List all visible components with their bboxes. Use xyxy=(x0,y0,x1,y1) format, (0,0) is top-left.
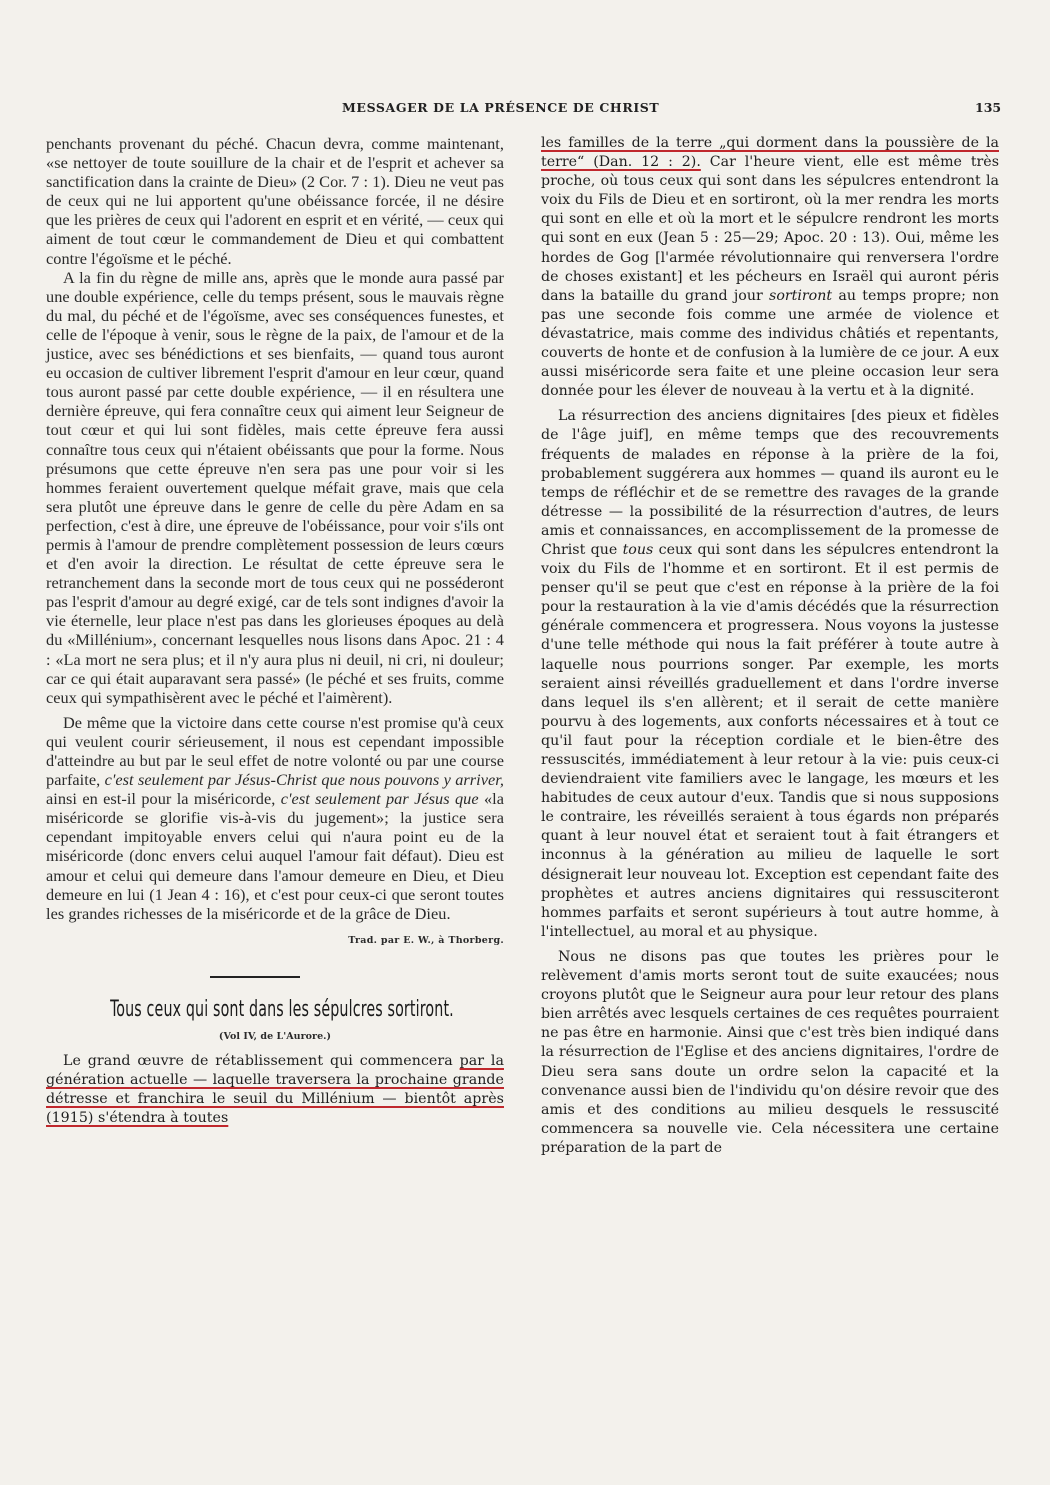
italic-text: c'est seulement par Jésus-Christ que nous pouvons y arriver, xyxy=(104,770,504,790)
article-intro xyxy=(46,1052,504,1128)
paragraph xyxy=(541,134,999,401)
translator-signature: Trad. par E. W., à Thorberg. xyxy=(348,934,504,946)
article-source: (Vol IV, de L'Aurore.) xyxy=(218,1031,332,1043)
text-run: La résurrection des anciens dignitaires [des pieux et fidèles de l'âge juif], en même temps que des recouvrements fréquents de malades en réponse à la prière de la foi, probablement suggérera aux hommes — quand ils auront eu le temps de réfléchir et de se remettre des ravages de la grande détresse — la possibilité de la résurrection d'autres, de leurs amis et connaissances, en accomplissement de la promesse de Christ que xyxy=(541,408,999,558)
paragraph: A la fin du règne de mille ans, après que le monde aura passé par une double expérience, celle du temps présent, sous le mauvais règne du mal, du péché et de l'égoïsme, avec ses conséquences funestes, et celle de l'époque à venir, sous le règne de la paix, de l'amour et de la justice, avec ses bénédictions et ses bienfaits, — quand tous auront eu occasion de cultiver librement l'esprit d'amour en leur cœur, quand tous auront passé par cette double expérience, — il en résultera une dernière épreuve, qui fera connaître ceux qui aiment leur Seigneur de tout cœur et qui lui sont fidèles, mais cette épreuve fera aussi connaître tous ceux qui n'étaient obéissants que pour la forme. Nous présumons que cette épreuve n'en sera pas une pour voir si les hommes feraient ouvertement quelque méfait grave, mais que cela sera plutôt une épreuve dans le genre de celle du père Adam en sa perfection, c'est à dire, une épreuve de l'obéissance, pour voir s'ils ont permis à l'amour de prendre complètement possession de leurs cœurs et d'en avoir la direction. Le résultat de cette épreuve sera le retranchement dans la seconde mort de tous ceux qui ne posséderont pas l'esprit d'amour au degré exigé, car de tels sont indignes d'avoir la vie éternelle, leur place n'est pas dans les glorieuses époques au delà du «Millénium», concernant lesquelles nous lisons dans Apoc. 21 : 4 : «La mort ne sera plus; et il n'y aura plus ni deuil, ni cri, ni douleur; car ce qui était auparavant sera passé» (le péché et ses fruits, comme ceux qui sympathisèrent avec le péché et l'aimèrent). xyxy=(46,267,504,707)
left-column xyxy=(46,134,504,1129)
paragraph: Nous ne disons pas que toutes les prières pour le relèvement d'amis morts seront tout de suite exaucées; nous croyons plutôt que le Seigneur aura pour leur retour des plans bien arrêtés avec lesquels certaines de ces requêtes pourraient ne pas être en harmonie. Ainsi que c'est très bien indiqué dans la résurrection de l'Eglise et des anciens dignitaires, l'ordre de Dieu sera sans doute un ordre selon la capacité et la convenance aussi bien de l'individu qu'on désire revoir que des amis et des conditions au milieu desquels le ressuscité commencera sa nouvelle vie. Cela nécessitera une certaine préparation de la part de xyxy=(541,948,999,1156)
text-run: Le grand œuvre de rétablissement qui commencera xyxy=(63,1053,460,1070)
italic-text: tous xyxy=(622,541,654,558)
italic-text: sortiront xyxy=(769,287,833,304)
section-divider xyxy=(210,976,300,978)
article-title: Tous ceux qui sont dans les sépulcres sortiront. xyxy=(110,996,454,1022)
page-number: 135 xyxy=(975,100,1002,115)
text-run: ceux qui sont dans les sépulcres entendront la voix du Fils de l'homme et en sortiront. Et il est permis de penser qu'il se peut que c'est en réponse à la prière de la foi pour la restauration à la vie d'amis décédés que la résurrection générale commencera et progressera. Nous voyons la justesse d'une telle méthode qui nous la fait préférer à toute autre à laquelle nous pourrions songer. Par exemple, les morts seraient ainsi réveillés graduellement et dans l'ordre inverse dans lequel ils s'en allèrent; et il serait de cette manière pourvu à des logements, aux conforts nécessaires et à tout ce qu'il faut pour la réception cordiale et le bien-être des ressuscités, immédiatement à leur retour à la vie: puis ceux-ci deviendraient vite familiers avec le langage, les mœurs et les habitudes de ceux autour d'eux. Tandis que si nous supposions le contraire, les réveillés seraient à tous égards non préparés quant à leur nouvel état et seraient tout à fait étrangers et inconnus à la génération au milieu de laquelle le sort désignerait leur nouveau lot. Exception est cependant faite des prophètes et autres anciens dignitaires qui ressusciteront hommes parfaits et seront supérieurs à tout autre homme, à l'intellectuel, au moral et au physique. xyxy=(541,541,999,940)
running-header xyxy=(0,100,1050,120)
right-column xyxy=(541,134,999,1158)
paragraph xyxy=(46,713,504,923)
italic-text: c'est seulement par Jésus que xyxy=(280,789,479,809)
text-run: ainsi en est-il pour la miséricorde, xyxy=(46,789,281,809)
text-run: «la miséricorde se glorifie vis-à-vis du jugement»; la justice sera cependant impitoyable envers celui qui n'aura point eu de la miséricorde (donc envers celui auquel l'amour fait défaut). Dieu est amour et celui qui demeure dans l'amour demeure en Dieu, et Dieu demeure en lui (1 Jean 4 : 16), et c'est pour ceux-ci que seront toutes les grandes richesses de la miséricorde et de la grâce de Dieu. xyxy=(46,789,504,923)
text-run: au temps propre; non pas une seconde fois comme une armée de violence et dévastatrice, mais comme des individus châtiés et repentants, couverts de honte et de confusion à la lumière de ce jour. A eux aussi miséricorde sera faite et une pleine occasion leur sera donnée pour les élever de nouveau à la vertu et à la dignité. xyxy=(541,287,1000,400)
underlined-passage: les familles de la terre „qui dorment dans la poussière de la terre“ (Dan. 12 : 2). xyxy=(541,135,999,171)
running-title: MESSAGER DE LA PRÉSENCE DE CHRIST xyxy=(342,100,660,115)
text-run: De même que la victoire dans cette course n'est promise qu'à ceux qui veulent courir sérieusement, il nous est cependant impossible d'atteindre au but par le seul effet de notre volonté ou par une course parfaite, xyxy=(46,712,504,790)
paragraph xyxy=(541,407,999,942)
underlined-passage: par la génération actuelle — laquelle traversera la prochaine grande détresse et franchira le seuil du Millénium — bientôt après (1915) s'étendra à toutes xyxy=(46,1053,504,1127)
text-run: Car l'heure vient, elle est même très proche, où tous ceux qui sont dans les sépulcres entendront la voix du Fils de Dieu et en sortiront, où la mer rendra les morts qui sont en elle et où la mort et le sépulcre rendront les morts qui sont en eux (Jean 5 : 25—29; Apoc. 20 : 13). Oui, même les hordes de Gog [l'armée révolutionnaire qui renversera l'ordre de choses existant] et les pécheurs en Israël qui auront péris dans la bataille du grand jour xyxy=(541,154,999,304)
paragraph: penchants provenant du péché. Chacun devra, comme maintenant, «se nettoyer de toute souillure de la chair et de l'esprit et achever sa sanctification dans la crainte de Dieu» (2 Cor. 7 : 1). Dieu ne veut pas de ceux qui ne lui apportent qu'une obéissance forcée, il ne désire que les prières de ceux qui l'adorent en esprit et en vérité, — ceux qui aiment de tout cœur le commandement de Dieu et qui combattent contre l'égoïsme et le péché. xyxy=(46,134,504,268)
